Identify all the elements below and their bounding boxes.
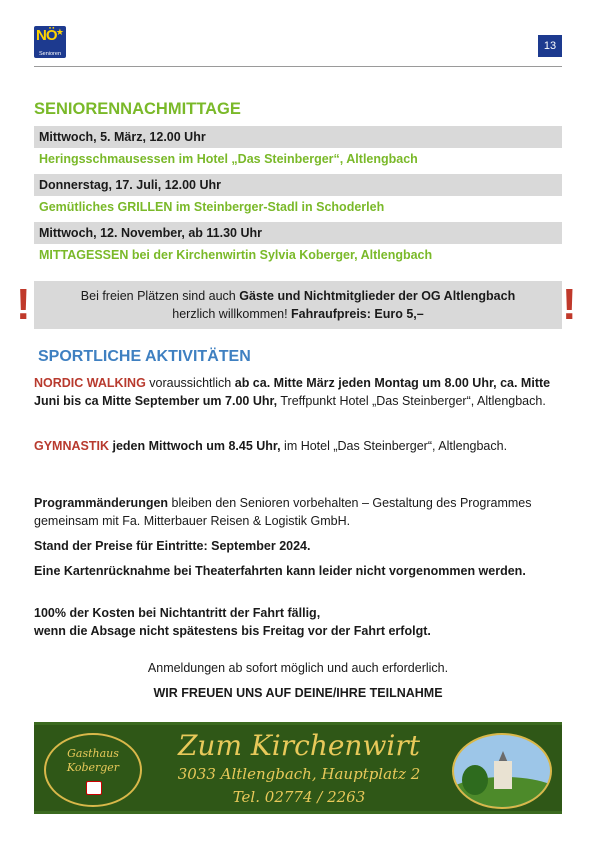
noe-senioren-logo [34,26,66,58]
nordic-walking-paragraph: NORDIC WALKING voraussichtlich ab ca. Mitte März jeden Montag um 8.00 Uhr, ca. Mitte Juni bis ca Mitte September um 7.00 Uhr, Treffpunkt Hotel „Das Steinberger“, Altlengbach. [34,376,551,408]
event-desc: MITTAGESSEN bei der Kirchenwirtin Sylvia Koberger, Altlengbach [39,248,433,262]
freuen-text: WIR FREUEN UNS AUF DEINE/IHRE TEILNAHME [153,686,443,700]
note-programm: Programmänderungen bleiben den Senioren vorbehalten – Gestaltung des Programmes gemeinsam mit Fa. Mitterbauer Reisen & Logistik GmbH. [34,496,532,528]
event-date: Mittwoch, 12. November, ab 11.30 Uhr [34,222,562,244]
event-date: Donnerstag, 17. Juli, 12.00 Uhr [34,174,562,196]
banner-title: Zum Kirchenwirt [177,729,421,762]
oval-line1: Gasthaus [67,747,119,760]
event-desc: Heringsschmausessen im Hotel „Das Steinberger“, Altlengbach [39,152,418,166]
banner-address: 3033 Altlengbach, Hauptplatz 2 [177,765,421,783]
event-desc: Gemütliches GRILLEN im Steinberger-Stadl in Schoderleh [39,200,385,214]
gymnastik-paragraph: GYMNASTIK jeden Mittwoch um 8.45 Uhr, im Hotel „Das Steinberger“, Altlengbach. [34,439,508,453]
note-kartenruecknahme: Eine Kartenrücknahme bei Theaterfahrten kann leider nicht vorgenommen werden. [34,564,526,578]
kirchenwirt-banner [34,722,562,814]
exclamation-left: ! [16,280,31,329]
info-box: Bei freien Plätzen sind auch Gäste und Nichtmitglieder der OG Altlengbach herzlich willkommen! Fahraufpreis: Euro 5,– [34,281,562,329]
logo-text: NÖ [36,27,57,44]
star-icon: ★ [55,27,64,37]
gasthaus-koberger-logo [44,733,142,807]
church-photo [452,733,552,809]
section-title-sport: SPORTLICHE AKTIVITÄTEN [38,348,251,365]
note-kosten: 100% der Kosten bei Nichtantritt der Fahrt fällig, wenn die Absage nicht spätestens bis Freitag vor der Fahrt erfolgt. [34,606,431,638]
banner-phone: Tel. 02774 / 2263 [232,788,366,806]
exclamation-right: ! [562,280,577,329]
logo-sub: Senioren [38,51,62,57]
section-title-senioren: SENIORENNACHMITTAGE [34,100,241,118]
brewery-crest-icon [86,781,102,795]
header-divider [34,66,562,67]
event-date: Mittwoch, 5. März, 12.00 Uhr [34,126,562,148]
note-preise: Stand der Preise für Eintritte: September 2024. [34,539,311,553]
anmeldung-text: Anmeldungen ab sofort möglich und auch erforderlich. [147,661,449,675]
oval-line2: Koberger [66,761,120,774]
page-number: 13 [538,35,562,57]
